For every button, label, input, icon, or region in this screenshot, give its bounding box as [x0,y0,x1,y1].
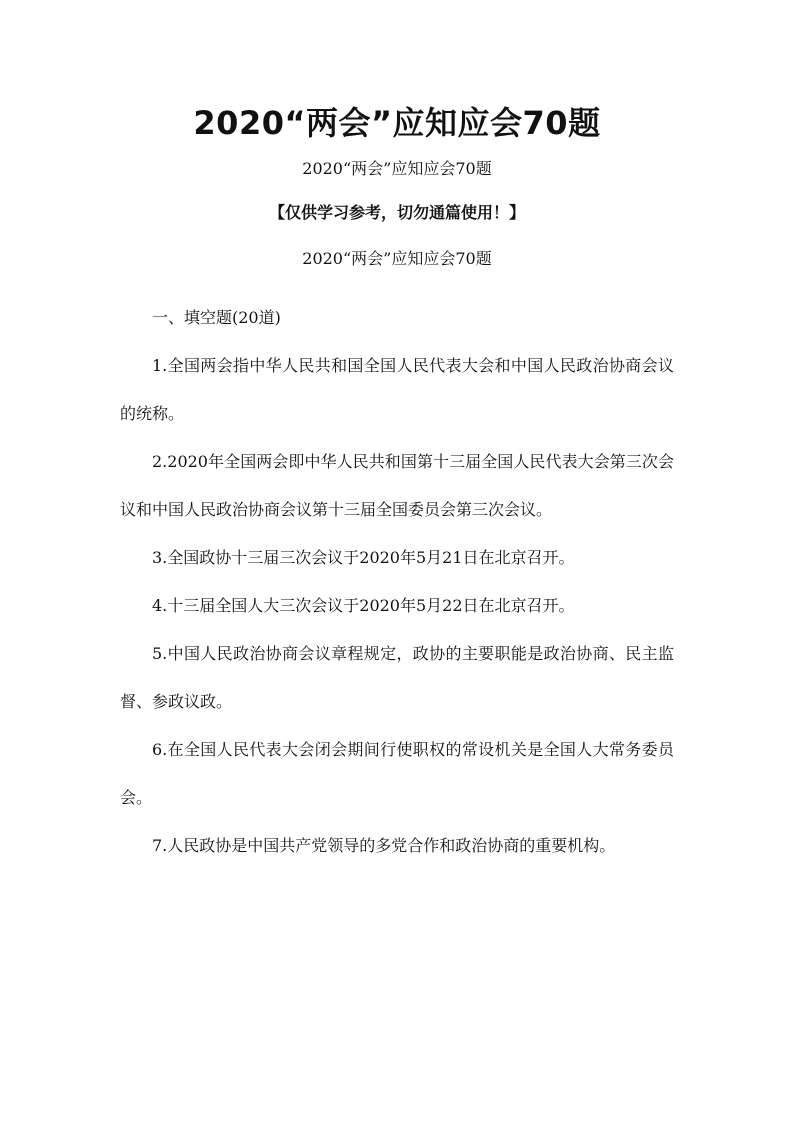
paragraph: 6.在全国人民代表大会闭会期间行使职权的常设机关是全国人大常务委员会。 [120,740,674,807]
paragraph: 2.2020年全国两会即中华人民共和国第十三届全国人民代表大会第三次会议和中国人民政治协商会议第十三届全国委员会第三次会议。 [120,452,674,519]
document-subtitle: 2020“两会”应知应会70题 [302,159,492,178]
usage-notice: 【仅供学习参考，切勿通篇使用！】 [268,203,525,222]
paragraph: 5.中国人民政治协商会议章程规定，政协的主要职能是政治协商、民主监督、参政议政。 [120,644,674,711]
document-body [120,294,674,870]
section-heading: 一、填空题(20道) [152,308,281,327]
paragraph: 4.十三届全国人大三次会议于2020年5月22日在北京召开。 [152,596,575,615]
document-title: 2020“两会”应知应会70题 [193,104,601,142]
paragraph: 7.人民政协是中国共产党领导的多党合作和政治协商的重要机构。 [152,836,616,855]
paragraph: 1.全国两会指中华人民共和国全国人民代表大会和中国人民政治协商会议的统称。 [120,356,674,423]
document-subtitle-repeat: 2020“两会”应知应会70题 [302,249,492,268]
paragraph: 3.全国政协十三届三次会议于2020年5月21日在北京召开。 [152,548,575,567]
